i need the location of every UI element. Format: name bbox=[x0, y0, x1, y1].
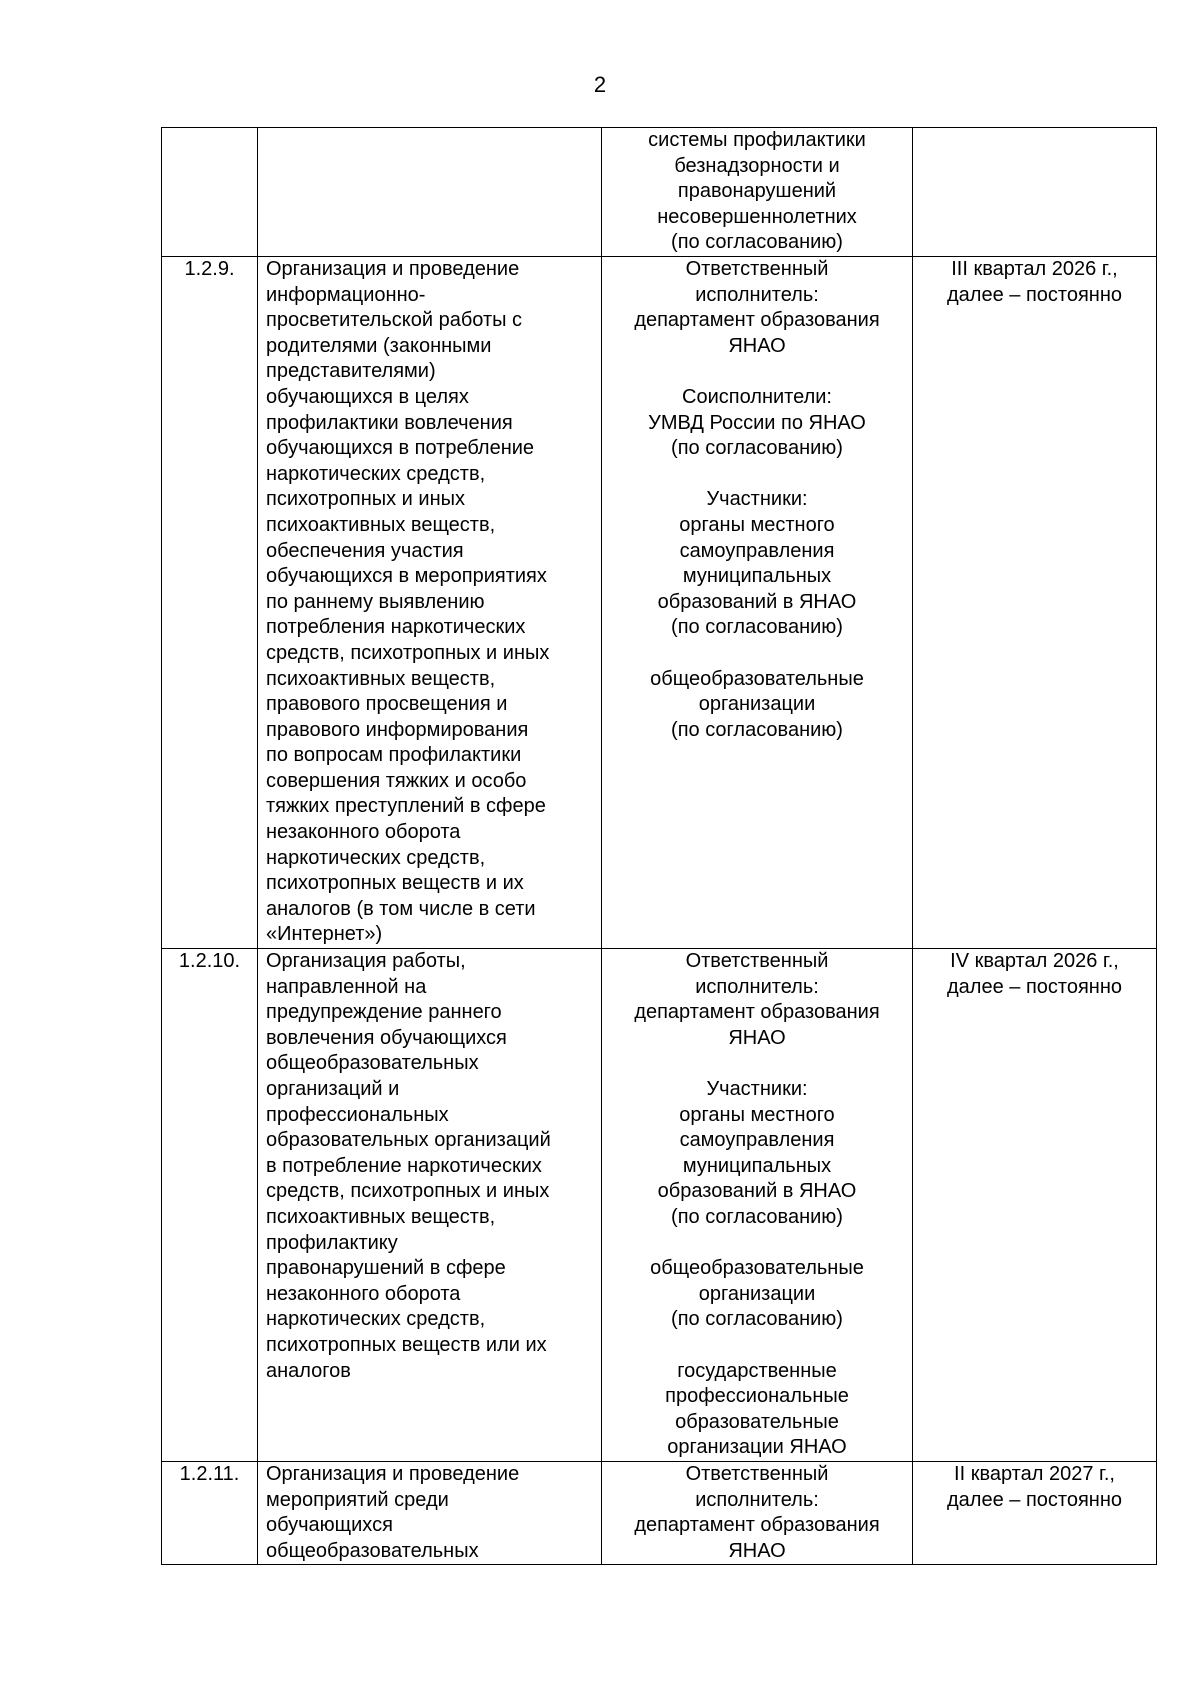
deadline-cell: II квартал 2027 г., далее – постоянно bbox=[913, 1461, 1157, 1564]
measure-name-cell: Организация работы, направленной на предупреждение раннего вовлечения обучающихся общеобразовательных организаций и профессиональных образовательных организаций в потребление наркотических средств, психотропных и иных психоактивных веществ, профилактику правонарушений в сфере незаконного оборота наркотических средств, психотропных веществ или их аналогов bbox=[258, 949, 602, 1462]
executors-cell: Ответственный исполнитель: департамент образования ЯНАО Участники: органы местного самоуправления муниципальных образований в ЯНАО (по согласованию) общеобразовательные организации (по согласованию) государственные профессиональные образовательные организации ЯНАО bbox=[602, 949, 913, 1462]
table-row bbox=[162, 128, 1157, 257]
executors-cell: Ответственный исполнитель: департамент образования ЯНАО Соисполнители: УМВД России по ЯНАО (по согласованию) Участники: органы местного самоуправления муниципальных образований в ЯНАО (по согласованию) общеобразовательные организации (по согласованию) bbox=[602, 257, 913, 949]
page-number: 2 bbox=[593, 72, 607, 97]
table-row bbox=[162, 949, 1157, 1462]
measure-name-cell: Организация и проведение информационно- просветительской работы с родителями (законными представителями) обучающихся в целях профилактики вовлечения обучающихся в потребление наркотических средств, психотропных и иных психоактивных веществ, обеспечения участия обучающихся в мероприятиях по раннему выявлению потребления наркотических средств, психотропных и иных психоактивных веществ, правового просвещения и правового информирования по вопросам профилактики совершения тяжких и особо тяжких преступлений в сфере незаконного оборота наркотических средств, психотропных веществ и их аналогов (в том числе в сети «Интернет») bbox=[258, 257, 602, 949]
measure-name-cell bbox=[258, 128, 602, 257]
item-number-cell bbox=[162, 128, 258, 257]
table-row bbox=[162, 257, 1157, 949]
table-row bbox=[162, 1461, 1157, 1564]
deadline-cell: III квартал 2026 г., далее – постоянно bbox=[913, 257, 1157, 949]
executors-cell: Ответственный исполнитель: департамент образования ЯНАО bbox=[602, 1461, 913, 1564]
item-number-cell: 1.2.9. bbox=[162, 257, 258, 949]
deadline-cell bbox=[913, 128, 1157, 257]
measures-table bbox=[161, 127, 1157, 1565]
measure-name-cell: Организация и проведение мероприятий среди обучающихся общеобразовательных bbox=[258, 1461, 602, 1564]
executors-cell: системы профилактики безнадзорности и правонарушений несовершеннолетних (по согласованию) bbox=[602, 128, 913, 257]
deadline-cell: IV квартал 2026 г., далее – постоянно bbox=[913, 949, 1157, 1462]
item-number-cell: 1.2.11. bbox=[162, 1461, 258, 1564]
item-number-cell: 1.2.10. bbox=[162, 949, 258, 1462]
